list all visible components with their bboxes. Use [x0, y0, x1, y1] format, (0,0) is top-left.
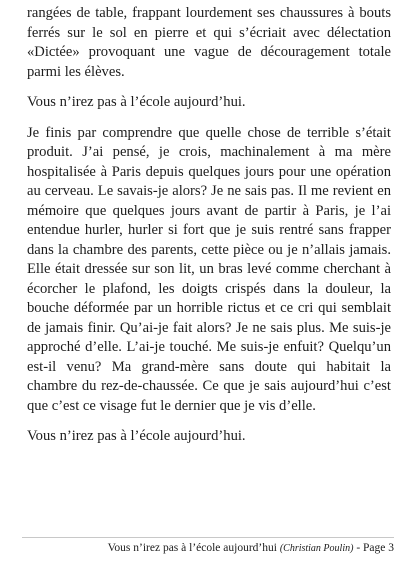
page-body: [27, 4, 391, 458]
paragraph-2: Vous n’irez pas à l’école aujourd’hui.: [27, 94, 246, 110]
paragraph-4: Vous n’irez pas à l’école aujourd’hui.: [27, 428, 246, 444]
page-footer: [108, 542, 394, 554]
footer-title: Vous n’irez pas à l’école aujourd’hui: [107, 542, 277, 554]
footer-page-number: - Page 3: [356, 542, 394, 554]
footer-author: (Christian Poulin): [279, 543, 354, 554]
paragraph-3: Je finis par comprendre que quelle chose de terrible s’était produit. J’ai pensé, je crois, machinalement à ma mère hospitalisée à Paris depuis quelques jours pour une opération au cerveau. Le savais-je alors? Je ne sais pas. Il me revient en mémoire que quelques jours avant de partir à Paris, je l’ai entendue hurler, hurler si fort que je suis rentré sans frapper dans la chambre des parents, cette pièce ou je n’allais jamais. Elle était dressée sur son lit, un bras levé comme cherchant à écorcher le plafond, les doigts crispés dans la douleur, la bouche déformée par un horrible rictus et ce cri qui semblait de jamais finir. Qu’ai-je fait alors? Je ne sais plus. Me suis-je approché d’elle. L’ai-je touché. Me suis-je enfuit? Quelqu’un est-il venu? Ma grand-mère sans doute qui habitait la chambre du rez-de-chaussée. Ce que je sais aujourd’hui c’est que c’est ce visage fut le dernier que je vis d’elle.: [27, 124, 391, 414]
footer-divider: [22, 537, 394, 538]
paragraph-1: rangées de table, frappant lourdement ses chaussures à bouts ferrés sur le sol en pierre et qui s’écriait avec délectation «Dictée» provoquant une vague de découragement totale parmi les élèves.: [27, 5, 391, 80]
